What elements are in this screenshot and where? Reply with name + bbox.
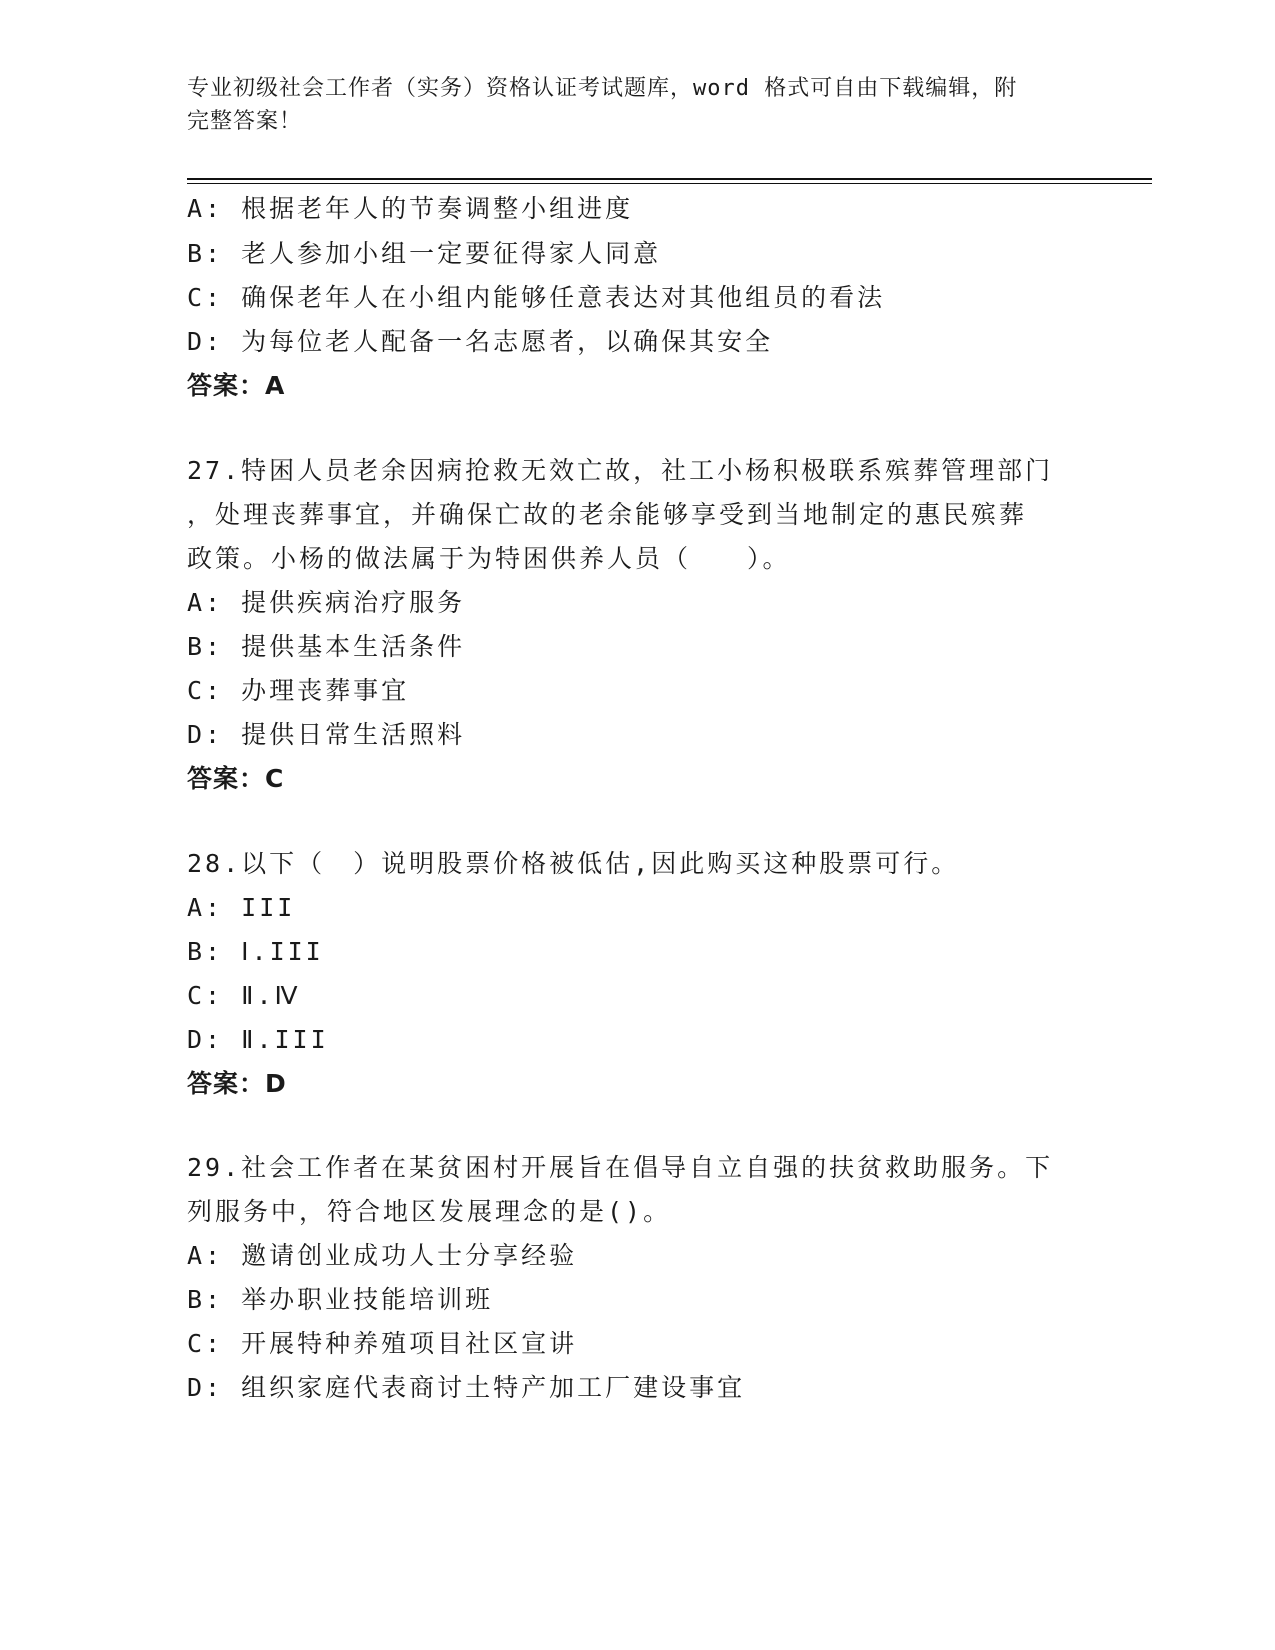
header-line-1: 专业初级社会工作者（实务）资格认证考试题库，word 格式可自由下载编辑，附 [187,76,1018,101]
q29-option-d: D: 组织家庭代表商讨土特产加工厂建设事宜 [187,1373,746,1402]
document-header [187,72,1067,138]
q26-option-d: D: 为每位老人配备一名志愿者，以确保其安全 [187,327,774,356]
header-divider-thin [187,183,1152,184]
q27-stem-line-2: ，处理丧葬事宜，并确保亡故的老余能够享受到当地制定的惠民殡葬 [187,500,1028,529]
header-line-2: 完整答案！ [187,109,303,134]
q27-option-d: D: 提供日常生活照料 [187,720,466,749]
q26-option-b: B: 老人参加小组一定要征得家人同意 [187,239,662,268]
q28-option-d: D: Ⅱ.III [187,1025,329,1054]
q29-option-b: B: 举办职业技能培训班 [187,1285,494,1314]
q26-option-c: C: 确保老年人在小组内能够任意表达对其他组员的看法 [187,283,886,312]
header-divider-thick [187,178,1152,180]
q28-answer: 答案：D [187,1069,287,1098]
q28-option-b: B: Ⅰ.III [187,937,324,966]
q26-option-a: A: 根据老年人的节奏调整小组进度 [187,194,634,223]
q27-option-b: B: 提供基本生活条件 [187,632,466,661]
q29-option-c: C: 开展特种养殖项目社区宣讲 [187,1329,578,1358]
q27-option-c: C: 办理丧葬事宜 [187,676,410,705]
q26-answer: 答案：A [187,371,286,400]
q27-answer: 答案：C [187,764,285,793]
q27-stem-line-1: 27.特困人员老余因病抢救无效亡故，社工小杨积极联系殡葬管理部门 [187,456,1054,485]
q29-stem-line-1: 29.社会工作者在某贫困村开展旨在倡导自立自强的扶贫救助服务。下 [187,1153,1054,1182]
q28-stem-line-1: 28.以下（ ）说明股票价格被低估,因此购买这种股票可行。 [187,849,960,878]
q29-option-a: A: 邀请创业成功人士分享经验 [187,1241,578,1270]
q27-stem-line-3: 政策。小杨的做法属于为特困供养人员（ ）。 [187,544,791,573]
q28-option-a: A: III [187,893,296,922]
q29-stem-line-2: 列服务中，符合地区发展理念的是()。 [187,1197,672,1226]
q28-option-c: C: Ⅱ.Ⅳ [187,981,301,1010]
q27-option-a: A: 提供疾病治疗服务 [187,588,466,617]
